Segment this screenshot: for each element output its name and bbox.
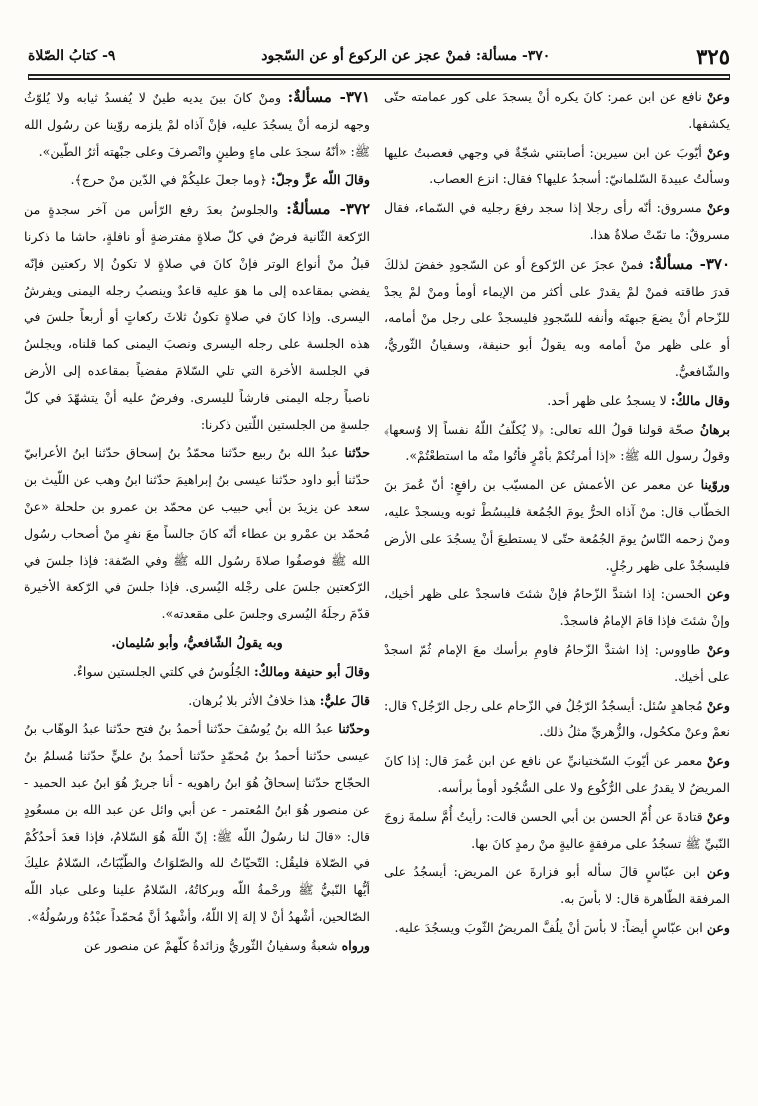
paragraph [24, 440, 370, 628]
paragraph-text: والجلوسُ بعدَ رفع الرّأس من آخر سجدةٍ من الرّكعة الثّانية فرضٌ في كلّ صلاةٍ مفترضةٍ أو نافلةٍ، حاشا ما ذكرنا قبلُ منْ أنواع الوتر فإنْ كانَ في صلاةٍ لا تكونُ إلا ركعتين فإنّه يفضي بمقاعده إلى ما هوَ عليه قاعدٌ وينصبُ رجله اليمنى ويفرشُ اليسرى. وإذا كانَ في صلاةٍ تكونُ ثلاثَ ركعاتٍ أو أربعاً جلسَ في هذه الجلسة على رجله اليسرى ونصبَ اليمنى كما قلناه، ويجلسُ في الجلسة الأخرة التي تلي السّلامَ مفضياً بمقاعده إلى الأرض ناصباً رجله اليمنى فارشاً لليسرى. وفرضٌ عليه أنْ يتشهّدَ في كلّ جلسةٍ من الجلستين اللّتين ذكرنا: [24, 202, 370, 432]
paragraph-text: ﴿وما جعلَ عليكُمْ في الدّين منْ حرج﴾. [70, 172, 271, 188]
paragraph [384, 748, 730, 802]
paragraph [384, 140, 730, 194]
paragraph-lead: ورواه [341, 937, 370, 953]
paragraph-text: عن معمر عن الأعمش عن المسيّب بن رافعٍ: أنّ عُمرَ بنَ الخطّاب قال: منْ آذاه الحرُّ يومَ الجُمُعة فليبسُطْ ثوبه ويسجدْ عليه، ومنْ زحمه النّاسُ يومَ الجُمُعة حتّى لا يستطيعَ أنْ يسجُدَ على الأرض فليسجُدْ على ظهر رجُلٍ. [384, 477, 730, 573]
paragraph-lead: وعن [706, 864, 730, 880]
paragraph [384, 195, 730, 249]
paragraph-lead: ٣٧٠- مسألةٌ: [648, 254, 730, 273]
paragraph-text: معمر عن أيّوبَ السّختيانيِّ عن نافع عن ابن عُمرَ قال: إذا كانَ المريضُ لا يقدرُ على الرُّكُوع ولا على السُّجُود أومأ برأسه. [384, 753, 730, 795]
paragraph-lead: وحدّثنا [338, 721, 370, 737]
paragraph-lead: وعنْ [706, 753, 730, 769]
paragraph-text: ومنْ كانَ بينَ يديه طينٌ لا يُفسدُ ثيابه ولا يُلوّثُ وجهه لزمه أنْ يسجُدَ عليه، فإنْ آذاه لمْ يلزمه روّينا عن رسُول الله ﷺ: «أنّهُ سجدَ على ماءٍ وطينٍ وانْصرفَ وعلى جبْهته أثرُ الطّين». [24, 90, 370, 159]
paragraph [384, 581, 730, 635]
paragraph-text: مُجاهدٍ سُئل: أيسجُدُ الرّجُلُ في الزّحام على رجل الرّجُل؟ قال: نعمْ وعنْ مكحُول، والزُّهريِّ مثلُ ذلك. [384, 697, 730, 740]
paragraph-text: قتادةَ عن أُمّ الحسن بن أبي الحسن قالت: رأيتُ أُمَّ سلمةَ زوجَ النّبيِّ ﷺ تسجُدُ على مرفقةٍ عاليةٍ منْ رمدٍ كانَ بها. [384, 808, 730, 851]
text-columns [24, 84, 730, 1078]
paragraph [384, 915, 730, 942]
paragraph-lead: حدّثنا [344, 445, 370, 461]
paragraph-text: شعبةُ وسفيانُ الثّوريُّ وزائدةُ كلّهمْ عن منصور عن [83, 937, 342, 953]
paragraph-lead: وبه يقولُ الشّافعيُّ، وأبو سُليمان. [111, 634, 283, 650]
paragraph-text: هذا خلافُ الأثر بلا بُرهان. [188, 692, 320, 708]
paragraph [24, 84, 370, 165]
paragraph [24, 688, 370, 715]
left-column [24, 84, 370, 1078]
paragraph [24, 196, 370, 438]
paragraph-text: ابن عبّاسٍ أيضاً: لا بأسَ أنْ يلُفَّ المريضُ الثّوبَ ويسجُدَ عليه. [394, 919, 707, 935]
book-title: ٩- كتابُ الصّلاة [28, 48, 116, 64]
paragraph-text: فمنْ عجزَ عن الرّكوع أو عن السّجودِ خفضَ لذلكَ قدرَ طاقته فمنْ لمْ يقدرْ على أكثر من الإيماء أومأ ومنْ لمْ يجدْ للزّحام أنْ يضعَ جبهتَه وأنفه للسّجودِ فليسجدْ على رجل منْ أمامه، أو على ظهر منْ أمامه وبه يقولُ أبو حنيفة، وسفيانُ الثّوريُّ، والشّافعيُّ. [384, 256, 730, 379]
paragraph [384, 637, 730, 691]
paragraph-lead: وعنْ [706, 641, 730, 657]
page-number: ٣٢٥ [696, 43, 730, 69]
paragraph-lead: وعنْ [706, 144, 730, 160]
paragraph-lead: قالَ عليٌّ: [319, 692, 370, 708]
paragraph-text: ابن عبّاسٍ قالَ سأله أبو فزارةَ عن المريض: أيسجُدُ على المرفقة الطّاهرة قال: لا بأسَ به. [384, 864, 730, 907]
paragraph-text: الحسن: إذا اشتدَّ الزّحامُ فإنْ شئتَ فاسجدْ على ظهر أخيك، وإنْ شئتَ فإذا قامَ الإمامُ فاسجدْ. [384, 586, 730, 629]
paragraph-text: الجُلُوسُ في كلتي الجلستين سواءٌ. [72, 663, 254, 679]
paragraph-text: طاووس: إذا اشتدَّ الزّحامُ فاومِ برأسك معَ الإمام ثُمّ اسجدْ على أخيك. [384, 641, 730, 684]
paragraph-lead: ٣٧٢- مسألةٌ: [286, 200, 370, 219]
paragraph [384, 251, 730, 386]
paragraph-text: عبدُ الله بنُ ربيع حدّثنا محمّدُ بنُ إسحاق حدّثنا ابنُ الأعرابيّ حدّثنا أبو داود حدّثنا عيسى بنُ إبراهيمَ حدّثنا ابنُ وهب عن اللّيث بن سعد عن يزيدَ بن أبي حبيب عن محمّد بن عمرو بن حلحلة «عنْ مُحمّد بن عمْرو بن عطاء أنّه كانَ جالساً معَ نفرٍ منْ أصحاب رسُول الله ﷺ فوصفُوا صلاةَ رسُول الله ﷺ وفي الصّفة: فإذا جلسَ في الرّكعتين جلسَ على رجْله اليُسرى. فإذا جلسَ في الرّكعة الأخيرة قدّمَ رجلَهُ اليُسرى وجلسَ على مقعدته». [24, 445, 370, 622]
paragraph-text: نافع عن ابن عمر: كانَ يكره أنْ يسجدَ على كور عمامته حتّى يكشفها. [384, 89, 730, 131]
paragraph [24, 716, 370, 930]
paragraph-lead: وقالَ أبو حنيفة ومالكٌ: [253, 663, 370, 679]
paragraph-text: عبدُ الله بنُ يُوسُفَ حدّثنا أحمدُ بنُ فتح حدّثنا عبدُ الوهّاب بنُ عيسى حدّثنا أحمدُ بنُ مُحمّدٍ حدّثنا أحمدُ بنُ عليٍّ حدّثنا مُسلمُ بنُ الحجّاج حدّثنا إسحاقُ هُوَ ابنُ راهويه - أنا جريرٌ هُوَ ابنُ عبد الحميد - عن منصور هُوَ ابنُ المُعتمر - عن أبي وائل عن عبد الله بن مسعُودٍ قال: «قالَ لنا رسُولُ اللّه ﷺ: إنّ اللّهَ هُوَ السّلامُ، فإذا قعدَ أحدُكُمْ في الصّلاة فليقُل: التّحيّاتُ لله والصّلوَاتُ والطّيّبَاتُ، السّلامُ عليكَ أيُّها النّبيُّ ﷺ ورحْمةُ اللّه وبركاتُهُ، السّلامُ علينا وعلى عباد اللّه الصّالحين، أشْهدُ أنْ لا إلهَ إلا اللّهُ، وأشْهدُ أنَّ مُحمّداً عبْدُهُ ورسُولُهُ». [24, 721, 370, 924]
paragraph-lead: ٣٧١- مسألةٌ: [287, 88, 370, 106]
paragraph [24, 630, 370, 657]
running-title: ٣٧٠- مسألة: فمنْ عجز عن الركوع أو عن السّجود [261, 48, 551, 64]
paragraph-lead: برهانُ [699, 421, 730, 437]
paragraph [24, 167, 370, 194]
paragraph [384, 859, 730, 913]
paragraph-text: صحّة قولنا قولُ الله تعالى: ﴿لا يُكلّفُ اللّهُ نفساً إلا وُسعها﴾ وقولُ رسول الله ﷺ: «إذا أمرتُكمْ بأمْرٍ فأتُوا منْه ما استطعْتُمْ». [384, 421, 730, 464]
paragraph [384, 472, 730, 579]
paragraph-text: مسروق: أنّه رأى رجلا إذا سجد رفعَ رجليه في السّماء، فقال مسروقٌ: ما تمّتْ صلاةُ هذا. [384, 200, 730, 242]
paragraph-lead: وعنْ [706, 200, 730, 216]
paragraph-lead: وعن [706, 586, 730, 602]
paragraph [384, 417, 730, 471]
paragraph-text: أيّوبَ عن ابن سيرين: أصابتني شجّةٌ في وجهي فعصبتُ عليها وسألتُ عبيدةَ السّلمانيّ: أسجدُ عليها؟ فقال: انزع العصاب. [384, 144, 730, 187]
paragraph-lead: وروّينا [700, 477, 730, 493]
paragraph [384, 388, 730, 415]
page-header [28, 38, 730, 76]
paragraph [384, 84, 730, 138]
paragraph [384, 804, 730, 858]
paragraph [24, 659, 370, 686]
right-column [384, 84, 730, 1078]
paragraph-lead: وعن [706, 919, 730, 935]
paragraph [384, 693, 730, 747]
paragraph-lead: وعنْ [706, 697, 730, 713]
paragraph-text: لا يسجدُ على ظهر أحد. [547, 392, 671, 408]
paragraph [24, 933, 370, 960]
paragraph-lead: وعنْ [706, 808, 730, 824]
paragraph-lead: وقالَ اللّه عزَّ وجلّ: [270, 172, 370, 188]
paragraph-lead: وعنْ [706, 89, 730, 104]
paragraph-lead: وقال مالكٌ: [670, 392, 730, 408]
